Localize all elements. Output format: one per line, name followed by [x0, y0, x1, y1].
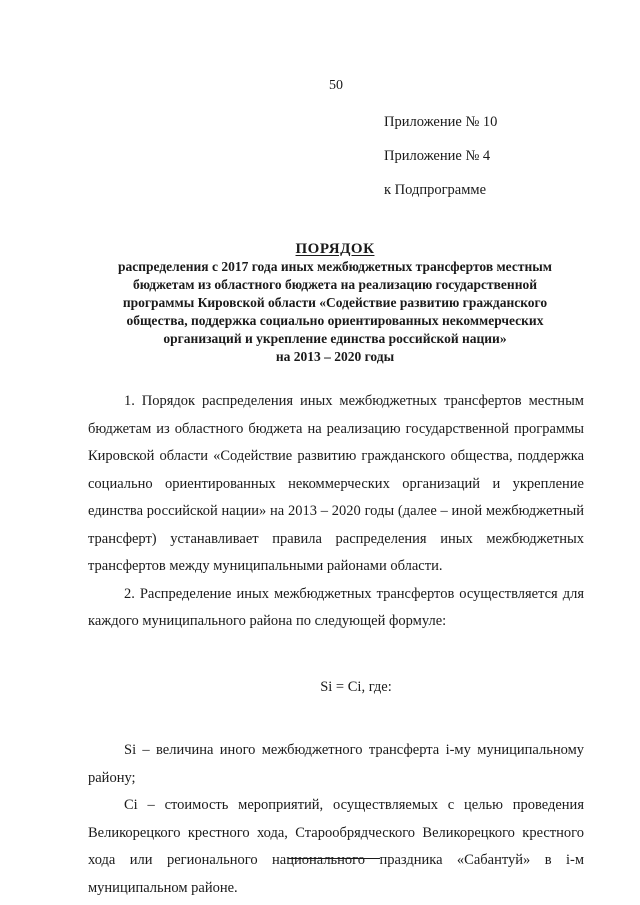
- formula: Si = Ci, где:: [320, 678, 392, 695]
- footer-divider: [288, 858, 380, 859]
- document-title: [90, 240, 580, 366]
- title-line-3: программы Кировской области «Содействие развитию гражданского: [122, 295, 548, 310]
- title-heading: ПОРЯДОК: [295, 241, 375, 257]
- appendix-line-3: к Подпрограмме: [384, 182, 487, 198]
- paragraph-2: 2. Распределение иных межбюджетных трансфертов осуществляется для каждого муниципального района по следующей формуле:: [88, 585, 584, 629]
- appendix-line-2: Приложение № 4: [384, 148, 491, 164]
- paragraph-1: 1. Порядок распределения иных межбюджетных трансфертов местным бюджетам из областного бюджета на реализацию государственной программы Кировской области «Содействие развитию гражданского общества, поддержка социально ориентированных некоммерческих организаций и укрепление единства российской нации» на 2013 – 2020 годы (далее – иной межбюджетный трансферт) устанавливает правила распределения иных межбюджетных трансфертов между муниципальными районами области.: [88, 393, 584, 574]
- title-line-6: на 2013 – 2020 годы: [275, 349, 395, 364]
- title-line-1: распределения с 2017 года иных межбюджетных трансфертов местным: [118, 259, 552, 274]
- title-line-4: общества, поддержка социально ориентированных некоммерческих: [126, 313, 544, 328]
- document-body: [88, 388, 584, 902]
- definition-si: Si – величина иного межбюджетного трансферта i-му муниципальному району;: [88, 742, 584, 786]
- definition-ci: Ci – стоимость мероприятий, осуществляемых с целью проведения Великорецкого крестного хода, Старообрядческого Великорецкого крестного хода или регионального национального праздника «Сабантуй» в i-м муниципальном районе.: [88, 797, 584, 896]
- page-number: 50: [329, 78, 343, 93]
- title-line-2: бюджетам из областного бюджета на реализацию государственной: [132, 277, 537, 292]
- appendix-line-1: Приложение № 10: [384, 114, 498, 130]
- appendix-header: [384, 105, 497, 207]
- title-line-5: организаций и укрепление единства российской нации»: [163, 331, 507, 346]
